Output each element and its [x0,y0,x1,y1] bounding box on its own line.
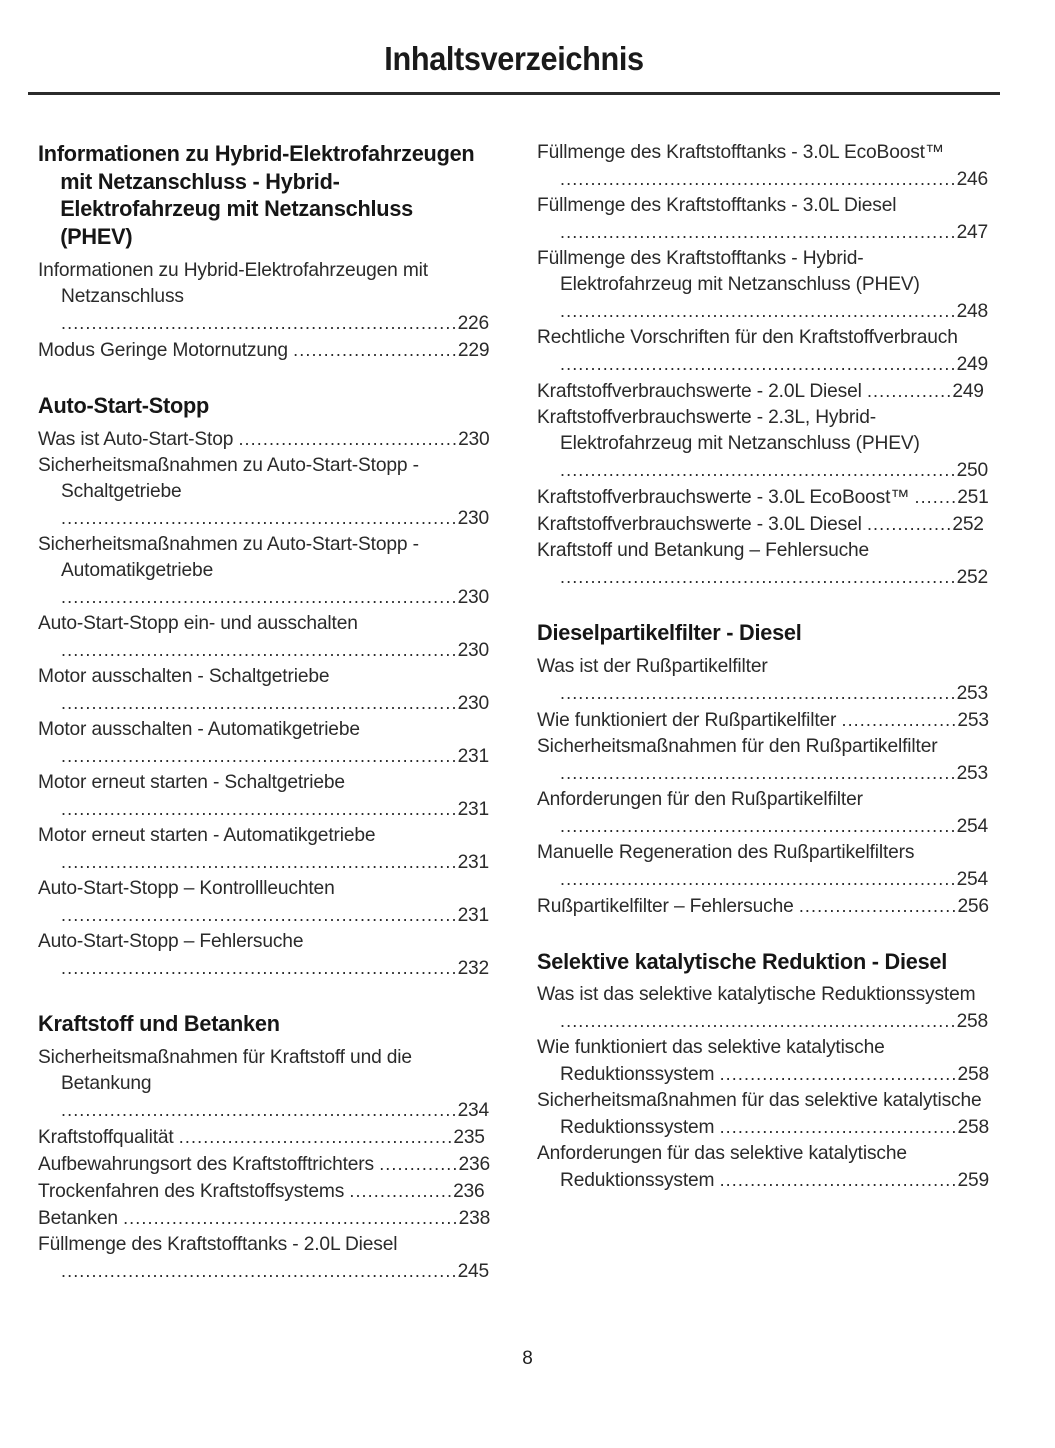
toc-entry-title: Motor erneut starten - Automatikgetriebe [38,825,376,847]
toc-entry[interactable] [537,1088,990,1141]
toc-entry[interactable] [38,876,491,929]
dot-leader: ....................................................... [123,1208,459,1229]
toc-entry[interactable] [38,1045,491,1124]
toc-entry-page: 231 [457,746,489,768]
dot-leader: ............. [379,1154,459,1175]
toc-entry-title: Informationen zu Hybrid-Elektrofahrzeugen mit Netzanschluss [38,259,428,307]
dot-leader: ....................................... [719,1064,958,1085]
toc-entry-page: 251 [957,487,989,508]
toc-entry-title: Sicherheitsmaßnahmen zu Auto-Start-Stopp - Automatikgetriebe [38,534,419,582]
toc-entry[interactable] [38,1205,491,1232]
toc-entry[interactable] [38,1124,491,1151]
toc-entry-page: 235 [453,1127,485,1149]
toc-section [38,140,491,364]
section-heading: Dieselpartikelfilter - Diesel [537,620,802,645]
toc-entry[interactable] [38,532,491,611]
toc-section [38,392,491,983]
toc-entry-page: 231 [457,799,489,821]
toc-entry-page: 232 [457,958,489,980]
toc-entry-page: 229 [457,339,490,361]
dot-leader: ....................................... [719,1170,958,1191]
toc-entry-page: 230 [457,693,489,715]
page-header [28,42,1000,95]
toc-entry-page: 253 [956,762,988,784]
toc-entry[interactable] [537,787,990,840]
toc-entry-page: 249 [956,354,988,375]
toc-entry[interactable] [537,982,990,1035]
dot-leader: ................... [841,709,958,730]
toc-entry[interactable] [38,453,491,532]
dot-leader: ................................................................. [560,815,957,836]
dot-leader: ................................................................. [61,693,458,714]
toc-entry[interactable] [38,611,491,664]
toc-entry-title: Kraftstoffverbrauchswerte - 2.3L, Hybrid-Elektrofahrzeug mit Netzanschluss (PHEV) [537,407,920,454]
section-heading: Informationen zu Hybrid-Elektrofahrzeugen mit Netzanschluss - Hybrid-Elektrofahrzeug mit Netzanschluss (PHEV) [38,141,475,250]
toc-entry[interactable] [38,823,491,876]
right-column [537,140,990,1194]
toc-entry-page: 236 [458,1154,490,1176]
dot-leader: ................................................................. [61,799,458,820]
toc-entry[interactable] [537,893,990,920]
dot-leader: ................................................................. [61,312,458,333]
dot-leader: .............. [866,381,953,401]
dot-leader: ................................................................. [560,460,957,480]
dot-leader: ................................................................. [560,301,957,321]
toc-entry-page: 238 [458,1208,491,1230]
toc-entry-page: 250 [956,460,988,481]
dot-leader: ................................................................. [61,958,458,979]
toc-entry[interactable] [537,193,990,246]
toc-entry[interactable] [537,140,990,193]
dot-leader: ................................................................. [560,762,957,783]
dot-leader: ................................................................. [560,1011,957,1032]
toc-entry-page: 230 [457,640,489,662]
toc-entry-title: Modus Geringe Motornutzung [38,339,288,361]
dot-leader: ................................................................. [560,222,957,242]
toc-entry-page: 226 [457,312,489,334]
toc-columns [38,140,990,1285]
toc-section [537,619,990,920]
left-column [38,140,491,1285]
dot-leader: ................................................................. [560,169,957,189]
toc-entry-title: Füllmenge des Kraftstofftanks - 3.0L Diesel [537,195,897,216]
toc-entry-page: 254 [956,868,988,890]
toc-entry-page: 234 [457,1100,489,1122]
section-heading: Selektive katalytische Reduktion - Diesel [537,948,948,974]
toc-entry-page: 230 [457,587,489,609]
dot-leader: ................................................................. [61,587,458,608]
toc-entry-title: Aufbewahrungsort des Kraftstofftrichters [38,1154,374,1176]
toc-entry-title: Anforderungen für das selektive katalytische Reduktionssystem [537,1143,907,1192]
toc-entry[interactable] [537,484,990,511]
toc-entry[interactable] [537,511,990,538]
toc-entry-title: Manuelle Regeneration des Rußpartikelfilters [537,841,915,863]
toc-entry-title: Wie funktioniert das selektive katalytische Reduktionssystem [537,1037,885,1086]
toc-entry-title: Kraftstoffverbrauchswerte - 3.0L Diesel [537,514,862,535]
toc-entry-page: 248 [956,301,988,322]
dot-leader: ........................... [293,339,458,360]
toc-entry[interactable] [38,1151,491,1178]
page-footer [0,1348,1055,1370]
toc-entry[interactable] [537,538,990,591]
toc-entry-title: Sicherheitsmaßnahmen zu Auto-Start-Stopp - Schaltgetriebe [38,455,419,503]
toc-entry-page: 258 [956,1011,988,1033]
toc-entry-title: Was ist Auto-Start-Stop [38,429,234,451]
toc-entry[interactable] [537,325,990,378]
dot-leader: ............................................. [178,1127,454,1148]
dot-leader: ................................................................. [560,354,957,374]
toc-entry-page: 252 [952,514,984,535]
toc-entry[interactable] [38,337,491,364]
toc-entry-title: Auto-Start-Stopp – Fehlersuche [38,931,304,953]
toc-entry-page: 231 [457,852,489,874]
toc-entry[interactable] [537,707,990,734]
toc-entry[interactable] [38,929,491,982]
toc-entry[interactable] [38,770,491,823]
page-title: Inhaltsverzeichnis [384,40,644,77]
toc-entry-title: Motor erneut starten - Schaltgetriebe [38,772,345,794]
toc-entry[interactable] [537,734,990,787]
toc-entry[interactable] [38,258,491,337]
toc-entry[interactable] [38,426,491,453]
toc-entry-page: 258 [957,1117,989,1139]
dot-leader: ................................................................. [61,508,458,529]
dot-leader: ................................................................. [61,1261,458,1282]
toc-entry[interactable] [537,378,990,405]
toc-entry-title: Motor ausschalten - Automatikgetriebe [38,719,360,741]
toc-entry[interactable] [38,1178,491,1205]
dot-leader: ................................................................. [61,640,458,661]
toc-entry-page: 245 [457,1261,489,1283]
toc-entry-title: Sicherheitsmaßnahmen für den Rußpartikelfilter [537,735,938,757]
dot-leader: ................................................................. [61,905,458,926]
toc-entry[interactable] [537,1035,990,1088]
toc-entry-title: Anforderungen für den Rußpartikelfilter [537,788,863,810]
toc-entry[interactable] [38,1232,491,1285]
dot-leader: .......................... [798,895,958,916]
toc-entry-title: Sicherheitsmaßnahmen für das selektive katalytische Reduktionssystem [537,1090,982,1139]
toc-entry-title: Füllmenge des Kraftstofftanks - 2.0L Diesel [38,1234,398,1256]
dot-leader: ....................................... [719,1117,958,1138]
dot-leader: .............. [866,514,953,534]
toc-entry-page: 236 [453,1181,485,1203]
toc-entry-page: 252 [956,567,988,588]
toc-entry-title: Sicherheitsmaßnahmen für Kraftstoff und die Betankung [38,1047,412,1095]
toc-entry-page: 230 [458,429,490,451]
page-number: 8 [522,1348,533,1369]
toc-section [537,948,990,1195]
dot-leader: ................................................................. [61,852,458,873]
toc-entry-page: 230 [457,508,489,530]
toc-entry[interactable] [38,717,491,770]
toc-entry[interactable] [537,654,990,707]
toc-entry[interactable] [537,246,990,325]
toc-entry-page: 253 [956,682,988,704]
toc-entry-title: Trockenfahren des Kraftstoffsystems [38,1181,345,1203]
toc-entry-page: 231 [457,905,489,927]
toc-entry-title: Füllmenge des Kraftstofftanks - Hybrid-Elektrofahrzeug mit Netzanschluss (PHEV) [537,248,920,295]
toc-entry-page: 249 [952,381,984,402]
toc-entry[interactable] [537,405,990,484]
toc-section [38,1010,491,1285]
toc-entry-title: Auto-Start-Stopp – Kontrollleuchten [38,878,335,900]
toc-entry-page: 258 [957,1064,989,1086]
dot-leader: ................. [349,1181,454,1202]
dot-leader: ................................................................. [61,746,458,767]
toc-entry-title: Füllmenge des Kraftstofftanks - 3.0L EcoBoost™ [537,142,944,163]
dot-leader: ................................................................. [560,868,957,889]
toc-entry-title: Rechtliche Vorschriften für den Kraftstoffverbrauch [537,327,958,348]
dot-leader: ................................................................. [61,1100,458,1121]
toc-entry-title: Betanken [38,1208,118,1230]
toc-entry-title: Auto-Start-Stopp ein- und ausschalten [38,613,358,635]
toc-entry-page: 246 [956,169,988,190]
toc-section [537,140,990,591]
section-heading: Auto-Start-Stopp [38,392,210,418]
dot-leader: ................................................................. [560,567,957,587]
toc-entry-title: Kraftstoffverbrauchswerte - 3.0L EcoBoost™ [537,487,910,508]
toc-entry[interactable] [38,664,491,717]
toc-entry[interactable] [537,840,990,893]
header-divider [28,92,1000,95]
toc-entry[interactable] [537,1141,990,1194]
toc-entry-title: Was ist das selektive katalytische Reduktionssystem [537,984,976,1006]
toc-entry-title: Kraftstoffqualität [38,1127,174,1149]
toc-entry-title: Kraftstoff und Betankung – Fehlersuche [537,540,870,561]
toc-entry-title: Motor ausschalten - Schaltgetriebe [38,666,330,688]
dot-leader: ................................................................. [560,682,957,703]
dot-leader: ....... [914,487,958,507]
toc-entry-title: Wie funktioniert der Rußpartikelfilter [537,709,837,731]
section-heading: Kraftstoff und Betanken [38,1011,280,1037]
toc-entry-title: Kraftstoffverbrauchswerte - 2.0L Diesel [537,381,862,402]
toc-entry-page: 259 [957,1170,989,1192]
toc-entry-page: 254 [956,815,988,837]
toc-entry-title: Was ist der Rußpartikelfilter [537,655,768,677]
toc-entry-title: Rußpartikelfilter – Fehlersuche [537,895,794,917]
toc-entry-page: 256 [957,895,989,917]
toc-entry-page: 247 [956,222,988,243]
toc-entry-page: 253 [957,709,989,731]
dot-leader: .................................... [238,429,459,450]
